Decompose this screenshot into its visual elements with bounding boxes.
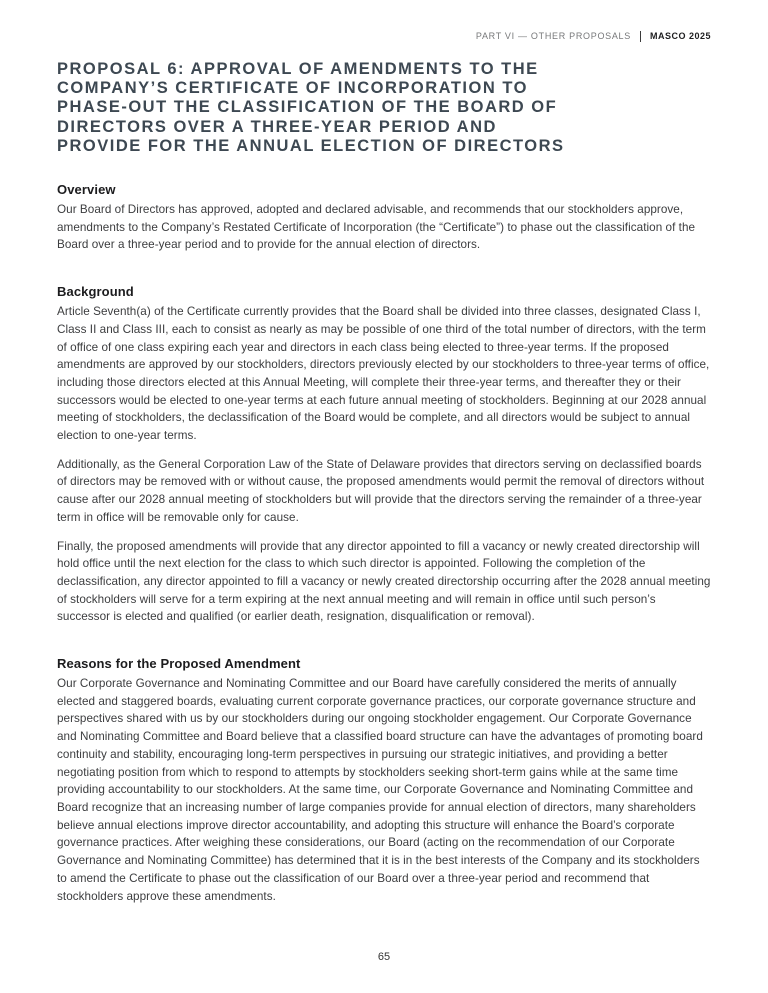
page-title [57, 60, 711, 156]
page-header [57, 30, 711, 42]
page-title-line: PHASE-OUT THE CLASSIFICATION OF THE BOARD OF [57, 98, 558, 117]
section-heading-overview: Overview [57, 182, 116, 198]
page-title-line: PROVIDE FOR THE ANNUAL ELECTION OF DIRECTORS [57, 136, 565, 155]
page-title-line: PROPOSAL 6: APPROVAL OF AMENDMENTS TO THE [57, 60, 539, 78]
page-number: 65 [377, 951, 391, 963]
paragraph: Our Corporate Governance and Nominating Committee and our Board have carefully considered the merits of annually elected and staggered boards, evaluating current corporate governance practices, our corporate governance structure and perspectives shared with us by our stockholders during our ongoing stockholder engagement. Our Corporate Governance and Nominating Committee and Board believe that a classified board structure can have the advantages of promoting board continuity and stability, encouraging long-term perspectives in pursuing our strategic initiatives, and providing a better negotiating position from which to respond to attempts by stockholders seeking short-term gains while at the same time providing accountability to our stockholders. At the same time, our Corporate Governance and Nominating Committee and Board recognize that an increasing number of large companies provide for annual election of directors, many shareholders believe annual elections improve director accountability, and adopting this structure will enhance the Board’s corporate governance practices. After weighing these considerations, our Board (acting on the recommendation of our Corporate Governance and Nominating Committee) has determined that it is in the best interests of the Company and its stockholders to amend the Certificate to phase out the classification of our Board over a three-year period and recommend that stockholders approve these amendments. [57, 677, 703, 903]
breadcrumb: PART VI — OTHER PROPOSALS [475, 31, 631, 41]
paragraph: Finally, the proposed amendments will provide that any director appointed to fill a vacancy or newly created directorship will hold office until the next election for the class to which such director is appointed. Following the completion of the declassification, any director appointed to fill a vacancy or newly created directorship occurring after the 2028 annual meeting of stockholders will serve for a term expiring at the next annual meeting and will remain in office until such person’s successor is elected and qualified (or earlier death, resignation, disqualification or removal). [57, 539, 711, 624]
section-background [57, 284, 711, 626]
paragraph: Our Board of Directors has approved, adopted and declared advisable, and recommends that our stockholders approve, amendments to the Company’s Restated Certificate of Incorporation (the “Certificate”) to phase out the classification of the Board over a three-year period and to provide for the annual election of directors. [57, 203, 696, 252]
section-heading-reasons: Reasons for the Proposed Amendment [57, 656, 301, 672]
brand-label: MASCO 2025 [649, 31, 711, 41]
header-divider [640, 31, 641, 42]
section-heading-background: Background [57, 284, 134, 300]
page-title-line: COMPANY’S CERTIFICATE OF INCORPORATION TO [57, 79, 528, 98]
paragraph: Additionally, as the General Corporation Law of the State of Delaware provides that directors serving on declassified boards of directors may be removed with or without cause, the proposed amendments would permit the removal of directors without cause after our 2028 annual meeting of stockholders but will provide that the directors serving the remainder of a three-year term in office will be removable only for cause. [57, 457, 705, 524]
section-reasons [57, 656, 711, 905]
page-title-line: DIRECTORS OVER A THREE-YEAR PERIOD AND [57, 117, 497, 136]
paragraph: Article Seventh(a) of the Certificate currently provides that the Board shall be divided into three classes, designated Class I, Class II and Class III, each to consist as nearly as may be possible of one third of the total number of directors, with the term of office of one class expiring each year and directors in each class being elected to three-year terms. If the proposed amendments are approved by our stockholders, directors previously elected by our stockholders to three-year terms of office, including those directors elected at this Annual Meeting, will complete their three-year terms, and thereafter they or their successors would be elected to one-year terms at each future annual meeting of stockholders. Beginning at our 2028 annual meeting of stockholders, the declassification of the Board would be complete, and all directors would be subject to annual election to one-year terms. [57, 305, 710, 443]
section-overview [57, 182, 711, 254]
